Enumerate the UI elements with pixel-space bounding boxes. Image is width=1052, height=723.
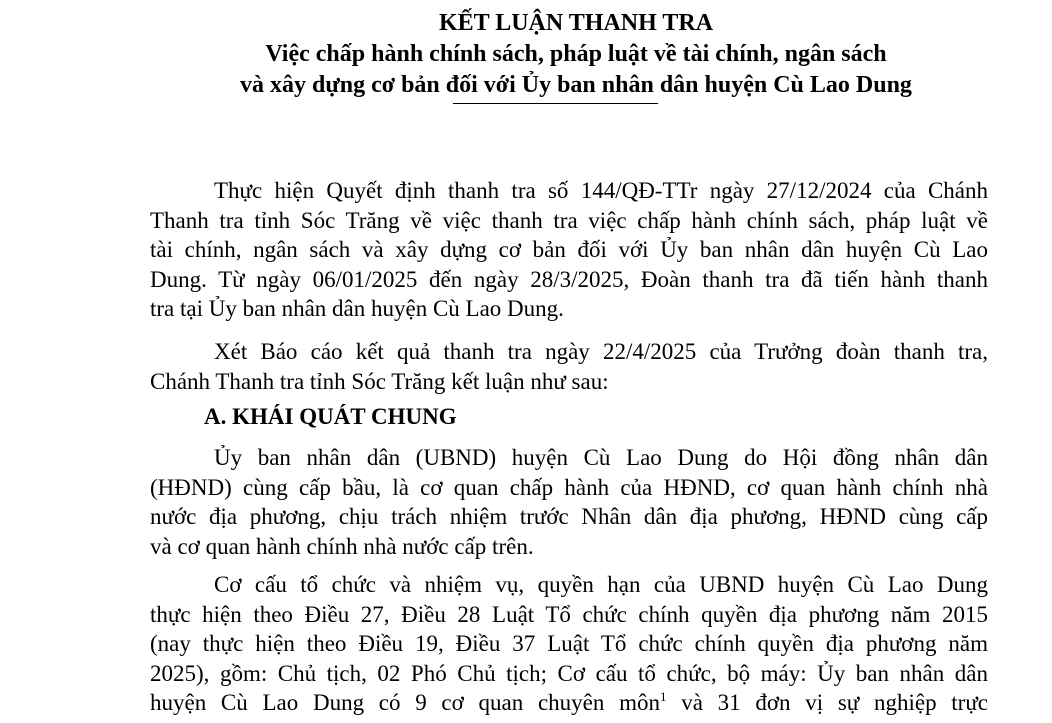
- document-title: KẾT LUẬN THANH TRA: [438, 10, 714, 36]
- paragraph-line: tra tại Ủy ban nhân dân huyện Cù Lao Dung.: [150, 296, 564, 321]
- paragraph-line: (nay thực hiện theo Điều 19, Điều 37 Luật Tổ chức chính quyền địa phương năm: [150, 631, 988, 656]
- paragraph-structure: [150, 570, 988, 718]
- paragraph-line: Ủy ban nhân dân (UBND) huyện Cù Lao Dung do Hội đồng nhân dân: [214, 445, 988, 470]
- footnote-marker[interactable]: 1: [659, 689, 667, 704]
- document-subtitle-line-2: và xây dựng cơ bản đối với Ủy ban nhân dân huyện Cù Lao Dung: [240, 72, 912, 98]
- paragraph-decision: [150, 176, 988, 324]
- paragraph-line: 2025), gồm: Chủ tịch, 02 Phó Chủ tịch; Cơ cấu tổ chức, bộ máy: Ủy ban nhân dân: [150, 660, 988, 686]
- document-title-block: [0, 8, 1052, 101]
- paragraph-line: Thực hiện Quyết định thanh tra số 144/QĐ-TTr ngày 27/12/2024 của Chánh: [214, 178, 988, 203]
- paragraph-line: tài chính, ngân sách và xây dựng cơ bản đối với Ủy ban nhân dân huyện Cù Lao: [150, 237, 988, 262]
- paragraph-line: Chánh Thanh tra tỉnh Sóc Trăng kết luận như sau:: [150, 368, 609, 394]
- paragraph-line: Xét Báo cáo kết quả thanh tra ngày 22/4/2025 của Trưởng đoàn thanh tra,: [214, 339, 988, 364]
- title-underline: [453, 103, 658, 104]
- paragraph-line: [150, 688, 988, 718]
- paragraph-line: nước địa phương, chịu trách nhiệm trước Nhân dân địa phương, HĐND cùng cấp: [150, 504, 988, 529]
- paragraph-line: (HĐND) cùng cấp bầu, là cơ quan chấp hành của HĐND, cơ quan hành chính nhà: [150, 474, 988, 500]
- paragraph-line: và cơ quan hành chính nhà nước cấp trên.: [150, 533, 534, 559]
- paragraph-line: Cơ cấu tổ chức và nhiệm vụ, quyền hạn của UBND huyện Cù Lao Dung: [214, 572, 988, 597]
- paragraph-line: thực hiện theo Điều 27, Điều 28 Luật Tổ chức chính quyền địa phương năm 2015: [150, 601, 988, 627]
- paragraph-general: [150, 443, 988, 561]
- paragraph-line: Dung. Từ ngày 06/01/2025 đến ngày 28/3/2025, Đoàn thanh tra đã tiến hành thanh: [150, 266, 988, 292]
- line-text: huyện Cù Lao Dung có 9 cơ quan chuyên môn: [150, 690, 660, 715]
- section-heading: A. KHÁI QUÁT CHUNG: [204, 404, 457, 429]
- paragraph-report: [150, 337, 988, 396]
- document-subtitle-line-1: Việc chấp hành chính sách, pháp luật về tài chính, ngân sách: [265, 41, 887, 67]
- paragraph-line: Thanh tra tỉnh Sóc Trăng về việc thanh tra việc chấp hành chính sách, pháp luật về: [150, 207, 988, 233]
- line-text: và 31 đơn vị sự nghiệp trực: [666, 690, 989, 715]
